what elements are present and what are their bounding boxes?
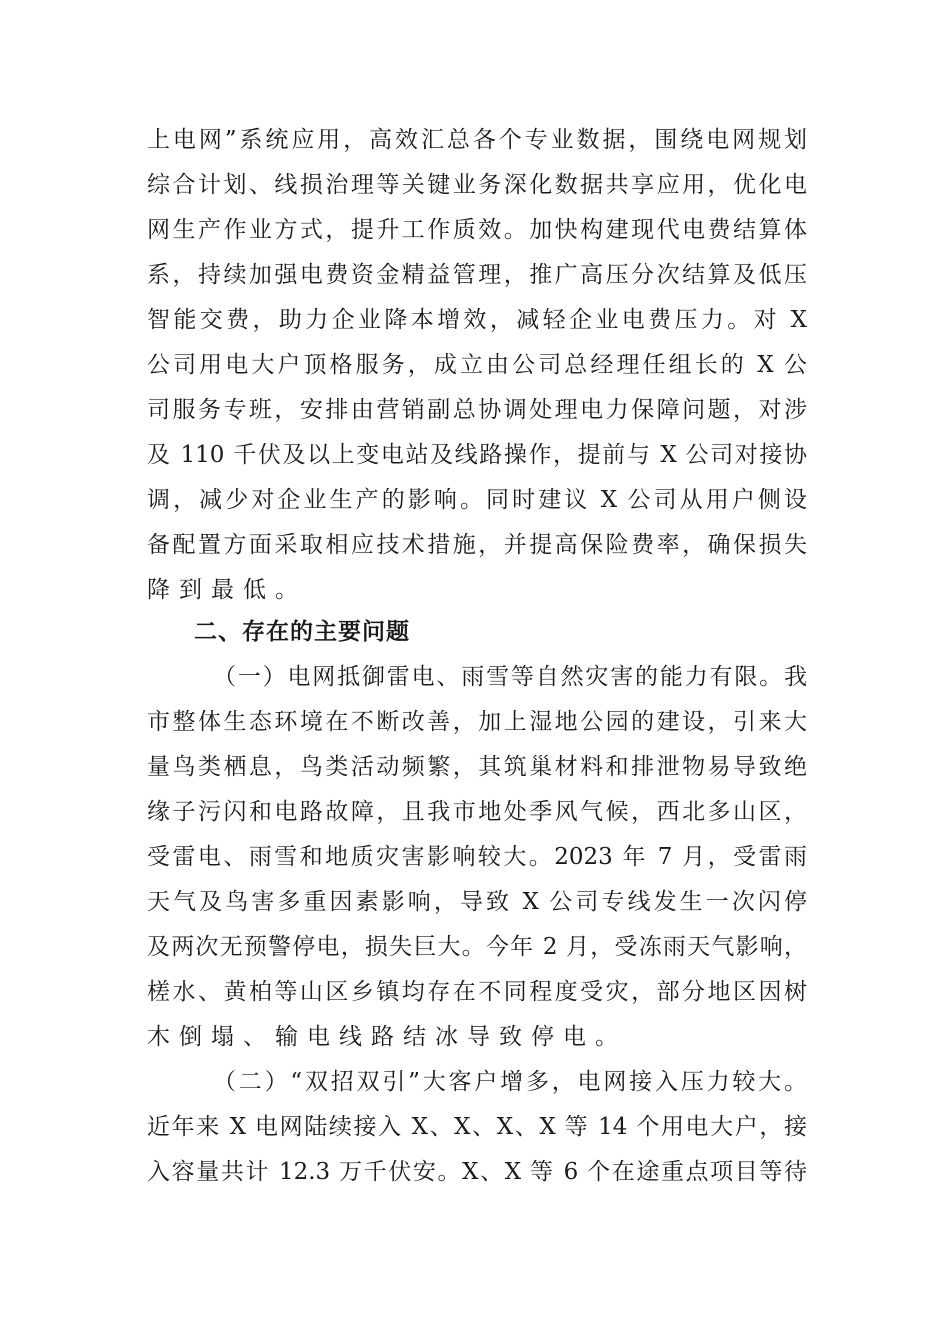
paragraph-2-line: 受雷电、雨雪和地质灾害影响较大。2023 年 7 月，受雷雨 [147, 844, 807, 870]
paragraph-2-line: 市整体生态环境在不断改善，加上湿地公园的建设，引来大 [147, 709, 807, 735]
paragraph-2-line: （一）电网抵御雷电、雨雪等自然灾害的能力有限。我 [213, 664, 807, 690]
paragraph-1-line: 备配置方面采取相应技术措施，并提高保险费率，确保损失 [147, 532, 807, 558]
paragraph-1-line: 司服务专班，安排由营销副总协调处理电力保障问题，对涉 [147, 397, 807, 423]
paragraph-2-line: 缘子污闪和电路故障，且我市地处季风气候，西北多山区， [147, 799, 807, 825]
paragraph-1-line: 及 110 千伏及以上变电站及线路操作，提前与 X 公司对接协 [147, 442, 807, 468]
paragraph-1-line: 降到最低。 [147, 577, 307, 603]
paragraph-2-line: 槎水、黄柏等山区乡镇均存在不同程度受灾，部分地区因树 [147, 979, 807, 1005]
section-heading: 二、存在的主要问题 [194, 619, 410, 645]
paragraph-1-line: 调，减少对企业生产的影响。同时建议 X 公司从用户侧设 [147, 487, 807, 513]
paragraph-3-line: （二）“双招双引”大客户增多，电网接入压力较大。 [213, 1069, 807, 1095]
paragraph-1-line: 系，持续加强电费资金精益管理，推广高压分次结算及低压 [147, 262, 807, 288]
paragraph-2-line: 量鸟类栖息，鸟类活动频繁，其筑巢材料和排泄物易导致绝 [147, 754, 807, 780]
paragraph-3-line: 入容量共计 12.3 万千伏安。X、X 等 6 个在途重点项目等待 [147, 1159, 807, 1185]
paragraph-3-line: 近年来 X 电网陆续接入 X、X、X、X 等 14 个用电大户，接 [147, 1114, 807, 1140]
paragraph-1-line: 公司用电大户顶格服务，成立由公司总经理任组长的 X 公 [147, 352, 807, 378]
paragraph-1-line: 网生产作业方式，提升工作质效。加快构建现代电费结算体 [147, 217, 807, 243]
paragraph-2-line: 天气及鸟害多重因素影响，导致 X 公司专线发生一次闪停 [147, 889, 807, 915]
paragraph-2-line: 木倒塌、输电线路结冰导致停电。 [147, 1024, 627, 1050]
paragraph-1-line: 上电网”系统应用，高效汇总各个专业数据，围绕电网规划 [147, 127, 807, 153]
paragraph-2-line: 及两次无预警停电，损失巨大。今年 2 月，受冻雨天气影响， [147, 934, 807, 960]
paragraph-1-line: 智能交费，助力企业降本增效，减轻企业电费压力。对 X [147, 307, 807, 333]
paragraph-1-line: 综合计划、线损治理等关键业务深化数据共享应用，优化电 [147, 172, 807, 198]
